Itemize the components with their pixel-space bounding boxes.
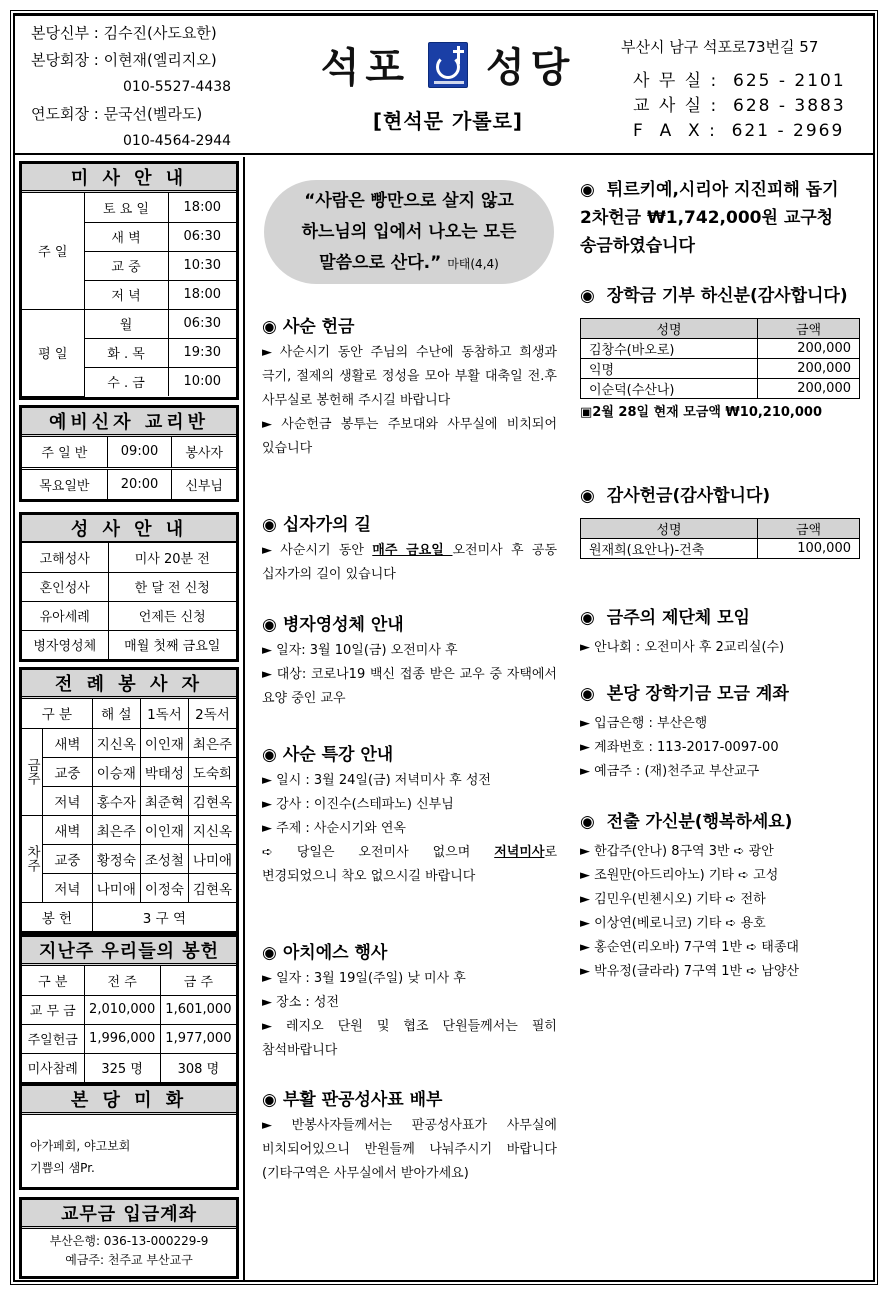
stations-of-cross-section: [262, 510, 557, 587]
parish-logo-icon: [428, 42, 468, 88]
mass-slot: 새벽: [43, 815, 93, 844]
section-title: 본당 장학기금 모금 계좌: [606, 684, 789, 704]
mass-name: 교 중: [84, 251, 168, 280]
mass-name: 월: [84, 309, 168, 338]
dues-account-title: 교무금 입금계좌: [22, 1200, 236, 1229]
bullet-icon: ◉: [262, 515, 277, 535]
offering-type: 미사참례: [22, 1053, 84, 1082]
emphasized-text: 매주 금요일: [372, 543, 453, 558]
mass-time: 18:00: [168, 280, 236, 309]
reader-1: 이인재: [140, 815, 188, 844]
bullet-icon: ◉: [580, 180, 595, 200]
sacraments-title: 성 사 안 내: [22, 515, 236, 543]
section-text: ► 사순헌금 봉투는 주보대와 사무실에 비치되어 있습니다: [262, 417, 557, 456]
offering-label: 봉 헌: [22, 902, 92, 931]
reader-2: 나미애: [188, 844, 236, 873]
offerings-title: 지난주 우리들의 봉헌: [22, 937, 236, 966]
easter-ticket-section: [262, 1085, 557, 1186]
bullet-icon: ◉: [580, 812, 595, 832]
scholarship-account-section: [580, 680, 865, 784]
transfer-item: ► 박유정(글라라) 7구역 1반 ➪ 남양산: [580, 964, 799, 979]
liturgy-table: [22, 699, 236, 931]
offering-type: 주일헌금: [22, 1024, 84, 1053]
reader-1: 이인재: [140, 728, 188, 757]
prev-week-value: 1,996,000: [84, 1024, 160, 1053]
commentator: 이승재: [92, 757, 140, 786]
sacrament-info: 미사 20분 전: [108, 543, 236, 572]
class-teacher: 신부님: [172, 468, 236, 499]
catechumen-table: [22, 437, 236, 499]
bullet-icon: ◉: [580, 608, 595, 628]
section-text: ► 사순시기 동안 주님의 수난에 동참하고 희생과 극기, 절제의 생활로 정성을 모아 부활 대축일 전.후 사무실로 봉헌해 주시길 바랍니다: [262, 345, 557, 408]
earthquake-relief-section: [580, 176, 865, 264]
reader-2: 지신옥: [188, 815, 236, 844]
scripture-quote: [264, 180, 554, 284]
donor-name: 김창수(바오로): [581, 339, 758, 359]
parish-title-block: [313, 36, 583, 134]
section-text: ➪ 당일은 오전미사 없으며: [262, 845, 495, 860]
bullet-icon: ◉: [580, 486, 595, 506]
pastor-label: 본당신부 :: [31, 24, 99, 42]
col-header: 성명: [581, 519, 758, 539]
sick-communion-section: [262, 610, 557, 711]
quote-line: “사람은 빵만으로 살지 않고: [304, 191, 514, 211]
mass-name: 토 요 일: [84, 193, 168, 222]
donation-amount: 200,000: [758, 379, 860, 399]
section-title: 부활 판공성사표 배부: [282, 1090, 443, 1110]
dues-bank-account: 부산은행: 036-13-000229-9: [49, 1234, 209, 1248]
class-name: 주 일 반: [22, 437, 107, 468]
section-title: 십자가의 길: [282, 515, 371, 535]
section-text: 로 변경되었으니 착오 없으시길 바랍니다: [262, 845, 557, 884]
thanks-offering-table: [580, 518, 860, 559]
yd-label: 연도회장 :: [31, 105, 99, 123]
section-title: 튀르키예,시리아 지진피해 돕기 2차헌금 ₩1,742,000원 교구청 송금하였습니다: [580, 180, 839, 256]
col-header: 금액: [758, 519, 860, 539]
mass-name: 화 . 목: [84, 338, 168, 367]
mass-slot: 새벽: [43, 728, 93, 757]
col-header: 성명: [581, 319, 758, 339]
offerings-table: [22, 966, 236, 1082]
section-text: ► 안나회 : 오전미사 후 2교리실(수): [580, 640, 785, 655]
mass-name: 저 녁: [84, 280, 168, 309]
sacraments-table: [22, 543, 236, 659]
section-text: 오전미사 후 공동 십자가의 길이 있습니다: [262, 543, 558, 582]
reader-2: 김현옥: [188, 786, 236, 815]
section-title: 병자영성체 안내: [282, 615, 404, 635]
this-week-label: 금주: [22, 728, 43, 815]
section-title: 사순 헌금: [282, 317, 355, 337]
yd-phone: 010-4564-2944: [123, 133, 232, 149]
sacrament-info: 한 달 전 신청: [108, 572, 236, 601]
col-header: 1독서: [140, 699, 188, 728]
dues-account-holder: 예금주: 천주교 부산교구: [65, 1253, 193, 1267]
mass-name: 수 . 금: [84, 367, 168, 396]
section-text: ► 대상: 코로나19 백신 접종 받은 교우 중 자택에서 요양 중인 교우: [262, 667, 557, 706]
mass-time: 10:30: [168, 251, 236, 280]
mass-schedule-title: 미 사 안 내: [22, 164, 236, 193]
offerings-box: [19, 934, 239, 1085]
donation-amount: 200,000: [758, 339, 860, 359]
flower-groups: 아가페회, 야고보회: [30, 1139, 131, 1153]
sacraments-box: [19, 512, 239, 662]
mass-time: 10:00: [168, 367, 236, 396]
section-text: ► 레지오 단원 및 협조 단원들께서는 필히 참석바랍니다: [262, 1019, 557, 1058]
bulletin-header: [13, 14, 875, 155]
mass-time: 18:00: [168, 193, 236, 222]
donation-amount: 100,000: [758, 539, 860, 559]
section-title: 감사헌금(감사합니다): [606, 486, 771, 506]
lent-lecture-section: [262, 740, 557, 889]
donor-name: 원재희(요안나)-건축: [581, 539, 758, 559]
section-title: 금주의 제단체 모임: [606, 608, 750, 628]
mass-time: 06:30: [168, 309, 236, 338]
col-header: 금액: [758, 319, 860, 339]
section-text: ► 강사 : 이진수(스테파노) 신부님: [262, 797, 454, 812]
mass-slot: 교중: [43, 844, 93, 873]
col-header: 구 분: [22, 699, 92, 728]
class-time: 20:00: [107, 468, 172, 499]
this-week-value: 1,601,000: [160, 995, 236, 1024]
bullet-icon: ◉: [262, 1090, 277, 1110]
reader-2: 최은주: [188, 728, 236, 757]
commentator: 황정숙: [92, 844, 140, 873]
scholarship-table: [580, 318, 860, 399]
donor-name: 이순덕(수산나): [581, 379, 758, 399]
catechumen-box: [19, 405, 239, 502]
reader-2: 도숙희: [188, 757, 236, 786]
address: 부산시 남구 석포로73번길 57: [621, 38, 819, 56]
mass-time: 19:30: [168, 338, 236, 367]
title-right: 성당: [486, 45, 576, 91]
section-title: 장학금 기부 하신분(감사합니다): [606, 286, 848, 306]
mass-name: 새 벽: [84, 222, 168, 251]
reader-1: 조성철: [140, 844, 188, 873]
bullet-icon: ◉: [580, 684, 595, 704]
transfers-section: [580, 808, 865, 984]
mass-schedule-box: [19, 161, 239, 400]
acies-section: [262, 938, 557, 1063]
patron-subtitle: [현석문 가롤로]: [372, 109, 524, 133]
col-header: 해 설: [92, 699, 140, 728]
president-phone: 010-5527-4438: [123, 79, 232, 95]
scholarship-donors-section: [580, 282, 865, 420]
chapel-beauty-title: 본 당 미 화: [22, 1086, 236, 1115]
section-title: 아치에스 행사: [282, 943, 388, 963]
thanks-offering-section: [580, 482, 865, 559]
prev-week-value: 2,010,000: [84, 995, 160, 1024]
commentator: 최은주: [92, 815, 140, 844]
commentator: 나미애: [92, 873, 140, 902]
office-phone: 사 무 실 : 625 - 2101: [633, 71, 846, 91]
sacrament-name: 고해성사: [22, 543, 108, 572]
teacher-room-phone: 교 사 실 : 628 - 3883: [633, 96, 846, 116]
liturgy-servers-box: [19, 667, 239, 934]
donor-name: 익명: [581, 359, 758, 379]
sunday-label: 주 일: [22, 193, 84, 309]
section-text: ► 일시 : 3월 24일(금) 저녁미사 후 성전: [262, 773, 491, 788]
title-left: 석포: [320, 45, 410, 91]
this-week-value: 1,977,000: [160, 1024, 236, 1053]
reader-1: 이정숙: [140, 873, 188, 902]
section-text: ► 계좌번호 : 113-2017-0097-00: [580, 740, 779, 755]
president-name: 이현재(엘리지오): [103, 51, 217, 69]
reader-1: 박태성: [140, 757, 188, 786]
section-title: 전출 가신분(행복하세요): [606, 812, 793, 832]
emphasized-text: 저녁미사: [494, 845, 545, 860]
transfer-item: ► 이상연(베로니코) 기타 ➪ 용호: [580, 916, 766, 931]
class-teacher: 봉사자: [172, 437, 236, 468]
bullet-icon: ◉: [262, 745, 277, 765]
sacrament-info: 언제든 신청: [108, 601, 236, 630]
section-text: ► 반봉사자들께서는 판공성사표가 사무실에 비치되어있으니 반원들께 나눠주시기 바랍니다(기타구역은 사무실에서 받아가세요): [262, 1118, 557, 1181]
col-header: 전 주: [84, 966, 160, 995]
catechumen-title: 예비신자 교리반: [22, 408, 236, 437]
mass-slot: 저녁: [43, 786, 93, 815]
mass-slot: 저녁: [43, 873, 93, 902]
offering-district: 3 구 역: [92, 902, 236, 931]
prev-week-value: 325 명: [84, 1053, 160, 1082]
col-header: 2독서: [188, 699, 236, 728]
reader-2: 김현옥: [188, 873, 236, 902]
sacrament-name: 유아세례: [22, 601, 108, 630]
scholarship-total-note: ▣2월 28일 현재 모금액 ₩10,210,000: [580, 405, 823, 420]
fax-number: F A X : 621 - 2969: [633, 121, 845, 141]
commentator: 홍수자: [92, 786, 140, 815]
parish-contacts: [31, 20, 231, 155]
sacrament-info: 매월 첫째 금요일: [108, 630, 236, 659]
liturgy-title: 전 례 봉 사 자: [22, 670, 236, 699]
section-text: ► 사순시기 동안: [262, 543, 373, 558]
transfer-item: ► 한갑주(안나) 8구역 3반 ➪ 광안: [580, 844, 774, 859]
section-title: 사순 특강 안내: [282, 745, 394, 765]
yd-name: 문국선(벨라도): [103, 105, 203, 123]
section-text: ► 입금은행 : 부산은행: [580, 716, 708, 731]
president-label: 본당회장 :: [31, 51, 99, 69]
quote-line: 하느님의 입에서 나오는 모든: [301, 222, 517, 242]
mass-schedule-table: [22, 193, 236, 397]
section-text: ► 주제 : 사순시기와 연옥: [262, 821, 406, 836]
section-text: ► 장소 : 성전: [262, 995, 340, 1010]
bullet-icon: ◉: [262, 317, 277, 337]
next-week-label: 차주: [22, 815, 43, 902]
lent-offering-section: [262, 312, 557, 461]
quote-line: 말씀으로 산다.”: [319, 253, 442, 273]
sacrament-name: 병자영성체: [22, 630, 108, 659]
sacrament-name: 혼인성사: [22, 572, 108, 601]
weekday-label: 평 일: [22, 309, 84, 396]
parish-address-block: [621, 36, 846, 144]
left-column: [13, 157, 245, 1282]
dues-account-box: [19, 1197, 239, 1279]
this-week-value: 308 명: [160, 1053, 236, 1082]
section-text: ► 일자: 3월 10일(금) 오전미사 후: [262, 643, 458, 658]
section-text: ► 일자 : 3월 19일(주일) 낮 미사 후: [262, 971, 466, 986]
mass-slot: 교중: [43, 757, 93, 786]
section-text: ► 예금주 : (재)천주교 부산교구: [580, 764, 760, 779]
bullet-icon: ◉: [262, 615, 277, 635]
flower-groups-2: 기쁨의 샘Pr.: [30, 1161, 95, 1175]
class-name: 목요일반: [22, 468, 107, 499]
reader-1: 최준혁: [140, 786, 188, 815]
col-header: 구 분: [22, 966, 84, 995]
commentator: 지신옥: [92, 728, 140, 757]
transfer-item: ► 김민우(빈첸시오) 기타 ➪ 전하: [580, 892, 766, 907]
mass-time: 06:30: [168, 222, 236, 251]
transfer-item: ► 홍순연(리오바) 7구역 1반 ➪ 태종대: [580, 940, 799, 955]
offering-type: 교 무 금: [22, 995, 84, 1024]
transfer-item: ► 조원만(아드리아노) 기타 ➪ 고성: [580, 868, 779, 883]
quote-reference: 마태(4,4): [447, 257, 499, 271]
group-meetings-section: [580, 604, 865, 660]
chapel-beauty-box: [19, 1083, 239, 1190]
pastor-name: 김수진(사도요한): [103, 24, 217, 42]
col-header: 금 주: [160, 966, 236, 995]
bullet-icon: ◉: [262, 943, 277, 963]
class-time: 09:00: [107, 437, 172, 468]
donation-amount: 200,000: [758, 359, 860, 379]
bullet-icon: ◉: [580, 286, 595, 306]
